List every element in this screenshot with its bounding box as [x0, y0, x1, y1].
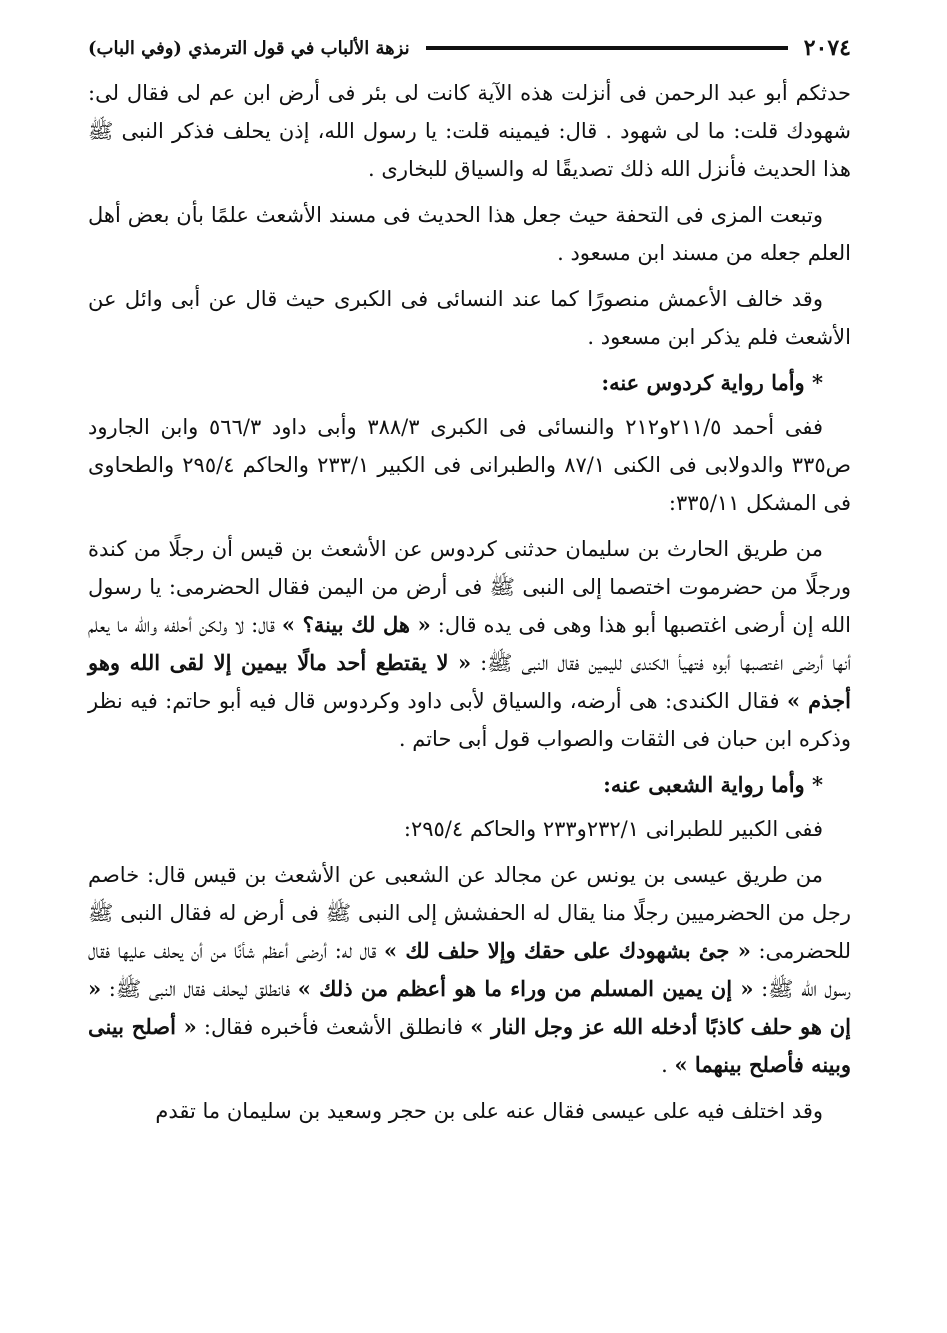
paragraph: [88, 856, 851, 1084]
header-rule: [426, 46, 788, 50]
page-body: [88, 74, 851, 1130]
text-run: قال: لا ولكن أحلفه والله ما يعلم أنها أرضى اغتصبها أبوه فتهيأ الكندى لليمين فقال النبى ﷺ:: [88, 613, 852, 675]
page-header: [88, 30, 851, 66]
running-title: نزهة الألباب في قول الترمذي (وفي الباب): [88, 37, 410, 59]
hadith-quote: « إن يمين المسلم من وراء ما هو أعظم من ذلك »: [297, 976, 754, 1001]
hadith-quote: « هل لك بينة؟ »: [281, 612, 431, 637]
text-run: من طريق عيسى بن يونس عن مجالد عن الشعبى عن الأشعث بن قيس قال: خاصم رجل من الحضرميين رجلًا منا يقال له الحفشش إلى النبى ﷺ فى أرض له فقال النبى ﷺ للحضرمى:: [88, 863, 852, 963]
text-run: فانطلق ليحلف فقال النبى ﷺ:: [101, 977, 298, 1001]
text-run: .: [661, 1053, 675, 1077]
paragraph: ففى أحمد ٢١١/٥و٢١٢ والنسائى فى الكبرى ٣٨٨/٣ وأبى داود ٥٦٦/٣ وابن الجارود ص٣٣٥ والدولابى فى الكنى ٨٧/١ والطبرانى فى الكبير ٢٣٣/١ والحاكم ٢٩٥/٤ والطحاوى فى المشكل ٣٣٥/١١:: [88, 415, 852, 515]
hadith-quote: « أصلح بينى وبينه فأصلح بينهما »: [88, 1014, 851, 1077]
text-run: فانطلق الأشعث فأخبره فقال:: [196, 1015, 471, 1039]
section-heading: * وأما رواية الشعبى عنه:: [603, 772, 823, 797]
paragraph: وقد اختلف فيه على عيسى فقال عنه على بن حجر وسعيد بن سليمان ما تقدم: [155, 1099, 823, 1123]
hadith-quote: « لا يقتطع أحد مالًا بيمين إلا لقى الله وهو أجذم »: [88, 650, 851, 713]
hadith-quote: « إن هو حلف كاذبًا أدخله الله عز وجل النار »: [88, 976, 851, 1039]
text-run: فقال الكندى: هى أرضه، والسياق لأبى داود وكردوس قال فيه أبو حاتم: فيه نظر وذكره ابن حبان فى الثقات والصواب قول أبى حاتم .: [88, 689, 851, 751]
hadith-quote: « جئ بشهودك على حقك وإلا حلف لك »: [384, 938, 751, 963]
paragraph: وتبعت المزى فى التحفة حيث جعل هذا الحديث فى مسند الأشعث علمًا بأن بعض أهل العلم جعله من مسند ابن مسعود .: [88, 203, 851, 265]
paragraph: ففى الكبير للطبرانى ٢٣٢/١و٢٣٣ والحاكم ٢٩٥/٤:: [403, 817, 823, 841]
page-number: ٢٠٧٤: [803, 35, 851, 61]
paragraph: وقد خالف الأعمش منصورًا كما عند النسائى فى الكبرى حيث قال عن أبى وائل عن الأشعث فلم يذكر ابن مسعود .: [88, 287, 851, 349]
paragraph: [88, 530, 851, 758]
section-heading: * وأما رواية كردوس عنه:: [601, 370, 823, 395]
text-run: من طريق الحارث بن سليمان حدثنى كردوس عن الأشعث بن قيس أن رجلًا من كندة ورجلًا من حضرموت اختصما إلى النبى ﷺ فى أرض من اليمن فقال الحضرمى: يا رسول الله إن أرضى اغتصبها أبو هذا وهى فى يده قال:: [88, 537, 852, 637]
text-run: قال له: أرضى أعظم شأنًا من أن يحلف عليها فقال رسول الله ﷺ:: [88, 939, 851, 1001]
paragraph: حدثكم أبو عبد الرحمن فى أنزلت هذه الآية كانت لى بئر فى أرض ابن عم لى فقال لى: شهودك قلت: ما لى شهود . قال: فيمينه قلت: يا رسول الله، إذن يحلف فذكر النبى ﷺ هذا الحديث فأنزل الله ذلك تصديقًا له والسياق للبخارى .: [88, 81, 851, 181]
